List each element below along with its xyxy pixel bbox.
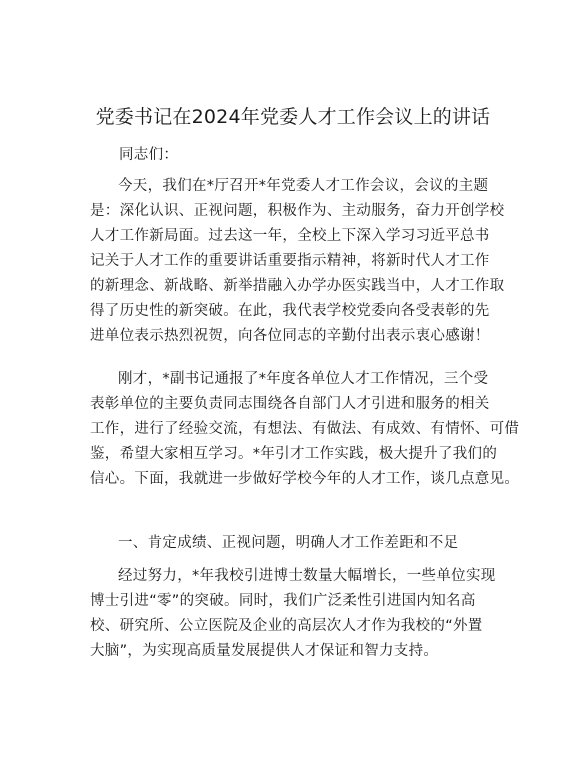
- paragraph-3-line-3: 校、研究所、公立医院及企业的高层次人才作为我校的“外置: [90, 618, 483, 634]
- paragraph-3-line-4: 大脑”，为实现高质量发展提供人才保证和智力支持。: [90, 643, 439, 659]
- paragraph-2-line-3: 工作，进行了经验交流，有想法、有做法、有成效、有情怀、可借: [90, 421, 520, 437]
- salutation: 同志们：: [119, 147, 179, 163]
- paragraph-3-line-1: 经过努力，*年我校引进博士数量大幅增长，一些单位实现: [118, 568, 496, 584]
- paragraph-3-line-2: 博士引进“零”的突破。同时，我们广泛柔性引进国内知名高: [90, 593, 476, 609]
- paragraph-1-line-2: 是：深化认识、正视问题，积极作为、主动服务，奋力开创学校: [90, 203, 505, 219]
- paragraph-1-line-5: 的新理念、新战略、新举措融入办学办医实践当中，人才工作取: [90, 278, 505, 294]
- paragraph-2-line-2: 表彰单位的主要负责同志围绕各自部门人才引进和服务的相关: [90, 396, 490, 412]
- paragraph-1-line-3: 人才工作新局面。过去这一年，全校上下深入学习习近平总书: [90, 228, 490, 244]
- paragraph-2-line-1: 刚才，*副书记通报了*年度各单位人才工作情况，三个受: [118, 371, 489, 387]
- paragraph-2-line-5: 信心。下面，我就进一步做好学校今年的人才工作，谈几点意见。: [90, 471, 520, 487]
- paragraph-1-line-1: 今天，我们在*厅召开*年党委人才工作会议，会议的主题: [118, 178, 489, 194]
- paragraph-1-line-7: 进单位表示热烈祝贺，向各位同志的辛勤付出表示衷心感谢！: [90, 328, 490, 344]
- paragraph-2-line-4: 鉴，希望大家相互学习。*年引才工作实践，极大提升了我们的: [90, 446, 498, 462]
- paragraph-1-line-6: 得了历史性的新突破。在此，我代表学校党委向各受表彰的先: [90, 303, 490, 319]
- document-title: 党委书记在2024年党委人才工作会议上的讲话: [95, 106, 491, 128]
- paragraph-1-line-4: 记关于人才工作的重要讲话重要指示精神，将新时代人才工作: [90, 253, 490, 269]
- section-1-heading: 一、肯定成绩、正视问题，明确人才工作差距和不足: [118, 535, 459, 551]
